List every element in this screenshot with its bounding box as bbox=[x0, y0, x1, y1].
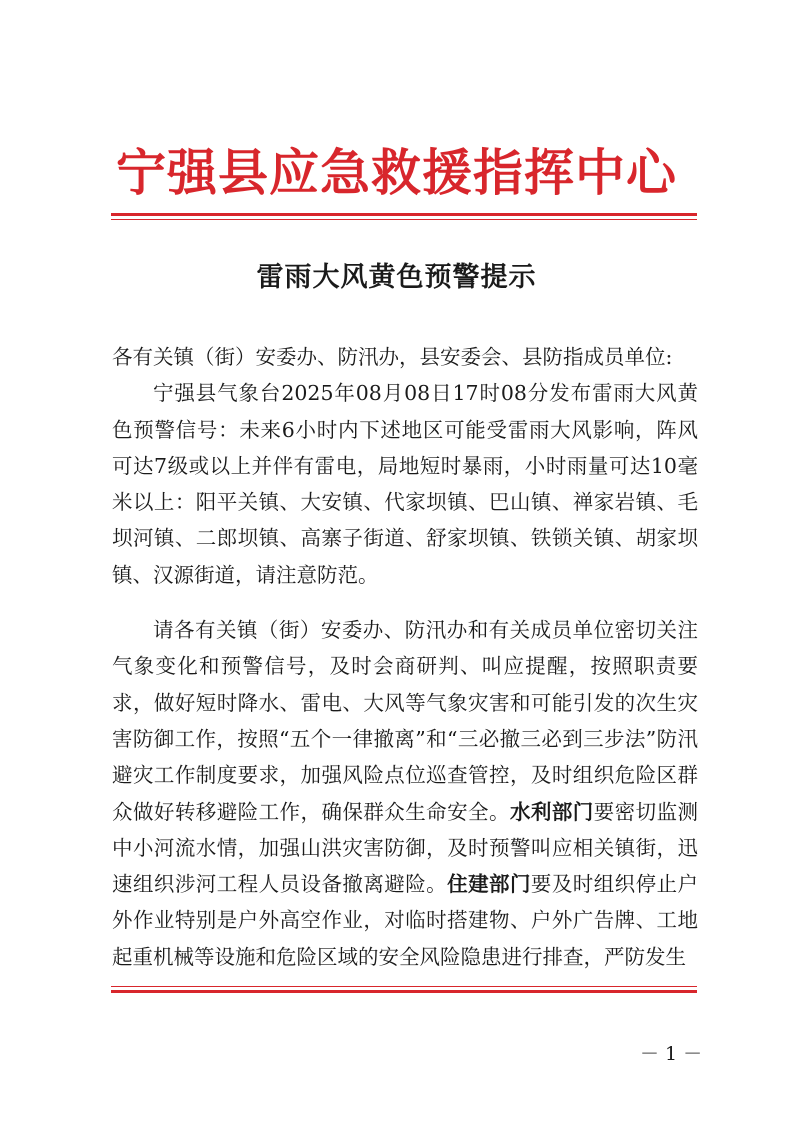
instructions-lead: 请各有关镇（街）安委办、防汛办和有关成员单位密切关注气象变化和预警信号，及时会商研判、叫应提醒，按照职责要求，做好短时降水、雷电、大风等气象灾害和可能引发的次生灾害防御工作，按照“五个一律撤离”和“三必撤三必到三步法”防汛避灾工作制度要求，加强风险点位巡查管控，及时组织危险区群众做好转移避险工作，确保群众生命安全。 bbox=[112, 618, 698, 824]
document-body bbox=[112, 339, 698, 975]
paragraph-warning: 宁强县气象台2025年08月08日17时08分发布雷雨大风黄色预警信号：未来6小时内下述地区可能受雷雨大风影响，阵风可达7级或以上并伴有雷电，局地短时暴雨，小时雨量可达10毫米以上：阳平关镇、大安镇、代家坝镇、巴山镇、禅家岩镇、毛坝河镇、二郎坝镇、高寨子街道、舒家坝镇、铁锁关镇、胡家坝镇、汉源街道，请注意防范。 bbox=[112, 381, 698, 587]
rule-thin-line bbox=[111, 986, 697, 987]
dept-housing-construction: 住建部门 bbox=[447, 872, 531, 897]
dept-water-resources: 水利部门 bbox=[509, 799, 594, 824]
dept-housing-construction-text: 要及时组织停止户外作业特别是户外高空作业，对临时搭建物、户外广告牌、工地起重机械等设施和危险区域的安全风险隐患进行排查，严防发生 bbox=[112, 872, 699, 969]
page-number: － 1 － bbox=[640, 1043, 703, 1065]
header-red-rule bbox=[111, 213, 697, 222]
footer-red-rule bbox=[111, 986, 697, 995]
document-title: 雷雨大风黄色预警提示 bbox=[256, 262, 537, 293]
rule-thin-line bbox=[111, 219, 697, 220]
rule-thick-line bbox=[111, 213, 697, 216]
rule-thick-line bbox=[111, 990, 697, 993]
org-title: 宁强县应急救援指挥中心 bbox=[116, 143, 677, 202]
addressee-line: 各有关镇（街）安委办、防汛办，县安委会、县防指成员单位: bbox=[112, 345, 673, 369]
paragraph-instructions bbox=[112, 612, 698, 975]
dept-water-resources-text: 要密切监测中小河流水情，加强山洪灾害防御，及时预警叫应相关镇街，迅速组织涉河工程人员设备撤离避险。 bbox=[112, 799, 699, 897]
